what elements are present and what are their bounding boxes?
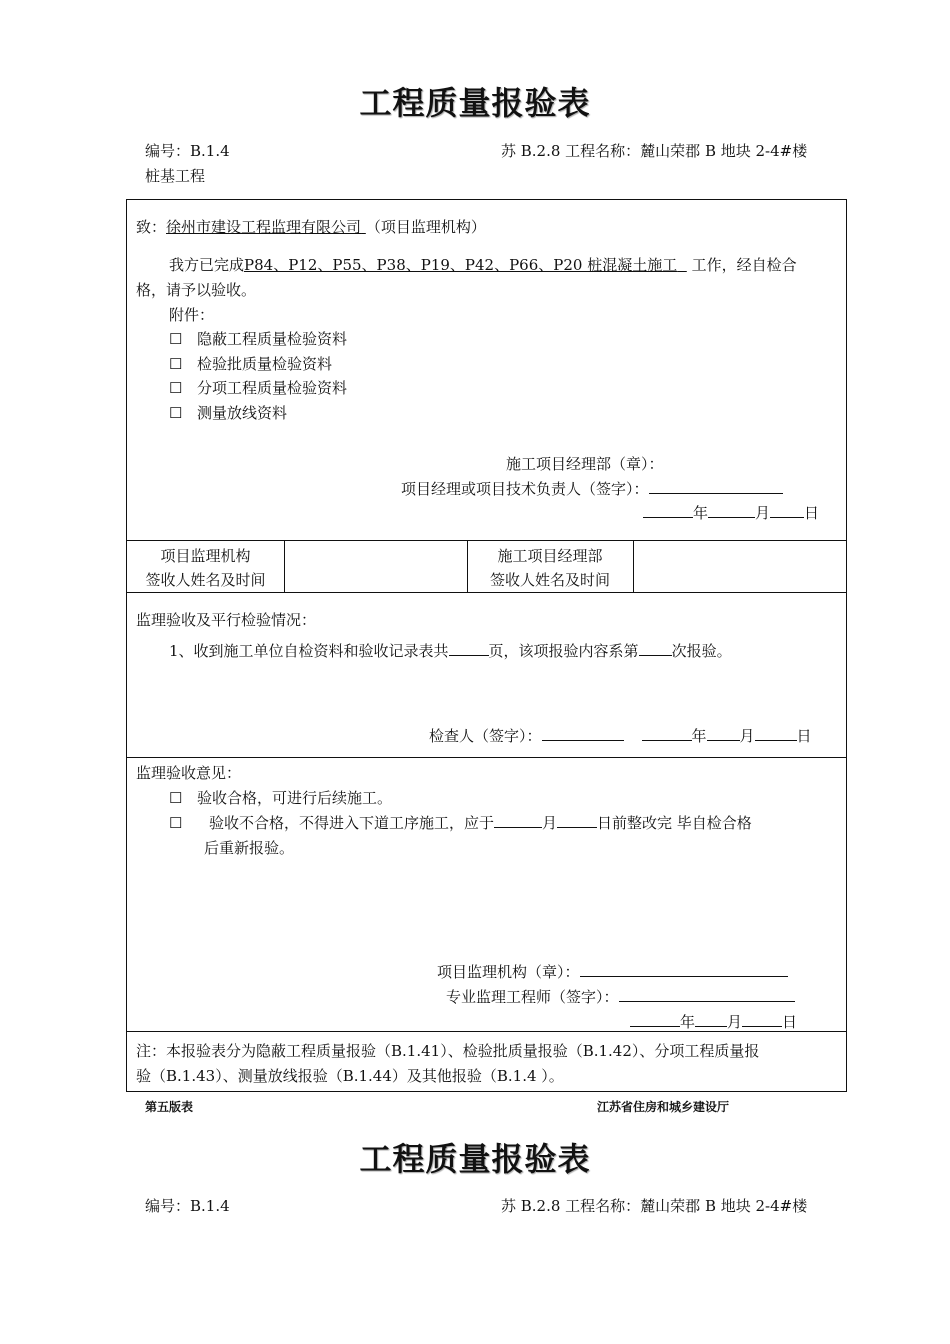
- supervisor-stamp: 项目监理机构（章）：: [437, 961, 788, 982]
- checkbox-icon[interactable]: ☐: [169, 404, 183, 422]
- opinion-title: 监理验收意见：: [136, 764, 242, 782]
- signature-field[interactable]: [649, 479, 783, 494]
- attachment-item: ☐ 测量放线资料: [169, 404, 288, 422]
- contractor-receipt-field[interactable]: [634, 541, 846, 593]
- issuing-authority: 江苏省住房和城乡建设厅: [597, 1100, 730, 1114]
- attachment-item: ☐ 分项工程质量检验资料: [169, 379, 348, 397]
- project-name: 苏 B.2.8 工程名称：麓山荣郡 B 地块 2-4#楼: [501, 142, 808, 160]
- application-body: 我方已完成P84、P12、P55、P38、P19、P42、P66、P20 桩混凝土施工 工作，经自检合: [169, 256, 797, 274]
- inspector-signature: 检查人（签字）： 年 月 日: [429, 727, 812, 745]
- supervisor-org: 徐州市建设工程监理有限公司: [166, 218, 362, 236]
- addressee: 致：徐州市建设工程监理有限公司 （项目监理机构）: [136, 218, 486, 236]
- inspection-title: 监理验收及平行检验情况：: [136, 611, 317, 629]
- work-description: P84、P12、P55、P38、P19、P42、P66、P20 桩混凝土施工: [244, 256, 678, 274]
- signature-field[interactable]: [542, 726, 624, 741]
- page-title: 工程质量报验表: [359, 84, 591, 122]
- sub-project: 桩基工程: [145, 167, 206, 185]
- supervisor-receipt-field[interactable]: [285, 541, 467, 593]
- attachment-item: ☐ 检验批质量检验资料: [169, 355, 333, 373]
- engineer-signature: 专业监理工程师（签字）：: [446, 986, 795, 1007]
- checkbox-icon[interactable]: ☐: [169, 814, 183, 832]
- application-section: [127, 200, 846, 540]
- form-edition: 第五版表: [145, 1100, 194, 1114]
- application-body-line2: 格，请予以验收。: [136, 281, 257, 299]
- form-code: 编号：B.1.4: [145, 142, 230, 160]
- receipt-row: [127, 540, 846, 593]
- signature-field[interactable]: [619, 987, 795, 1002]
- note-line: 验（B.1.43）、测量放线报验（B.1.44）及其他报验（B.1.4 ）。: [136, 1067, 564, 1085]
- inspection-record: 1、收到施工单位自检资料和验收记录表共 页，该项报验内容系第 次报验。: [169, 642, 732, 660]
- note-line: 注：本报验表分为隐蔽工程质量报验（B.1.41）、检验批质量报验（B.1.42）、分项工程质量报: [136, 1042, 760, 1060]
- date-line: 年 月 日: [643, 502, 819, 523]
- date-line: 年 月 日: [630, 1011, 797, 1032]
- inspection-section: [127, 592, 846, 758]
- form-code: 编号：B.1.4: [145, 1197, 230, 1215]
- opinion-fail: ☐ 验收不合格，不得进入下道工序施工，应于 月 日前整改完 毕自检合格: [169, 814, 752, 832]
- contractor-dept-stamp: 施工项目经理部（章）：: [506, 455, 664, 473]
- manager-signature: 项目经理或项目技术负责人（签字）：: [401, 478, 783, 499]
- opinion-section: [127, 757, 846, 1032]
- attachment-item: ☐ 隐蔽工程质量检验资料: [169, 330, 348, 348]
- note-section: [127, 1031, 846, 1092]
- checkbox-icon[interactable]: ☐: [169, 789, 183, 807]
- checkbox-icon[interactable]: ☐: [169, 379, 183, 397]
- report-form: [126, 199, 847, 1092]
- checkbox-icon[interactable]: ☐: [169, 355, 183, 373]
- stamp-field[interactable]: [580, 962, 788, 977]
- attachments-label: 附件：: [169, 306, 215, 324]
- contractor-receipt-label: 施工项目经理部 签收人姓名及时间: [489, 547, 610, 589]
- checkbox-icon[interactable]: ☐: [169, 330, 183, 348]
- opinion-fail-line2: 后重新报验。: [204, 839, 295, 857]
- page-title: 工程质量报验表: [359, 1140, 591, 1178]
- opinion-pass: ☐ 验收合格，可进行后续施工。: [169, 789, 393, 807]
- supervisor-receipt-label: 项目监理机构 签收人姓名及时间: [145, 547, 266, 589]
- project-name: 苏 B.2.8 工程名称：麓山荣郡 B 地块 2-4#楼: [501, 1197, 808, 1215]
